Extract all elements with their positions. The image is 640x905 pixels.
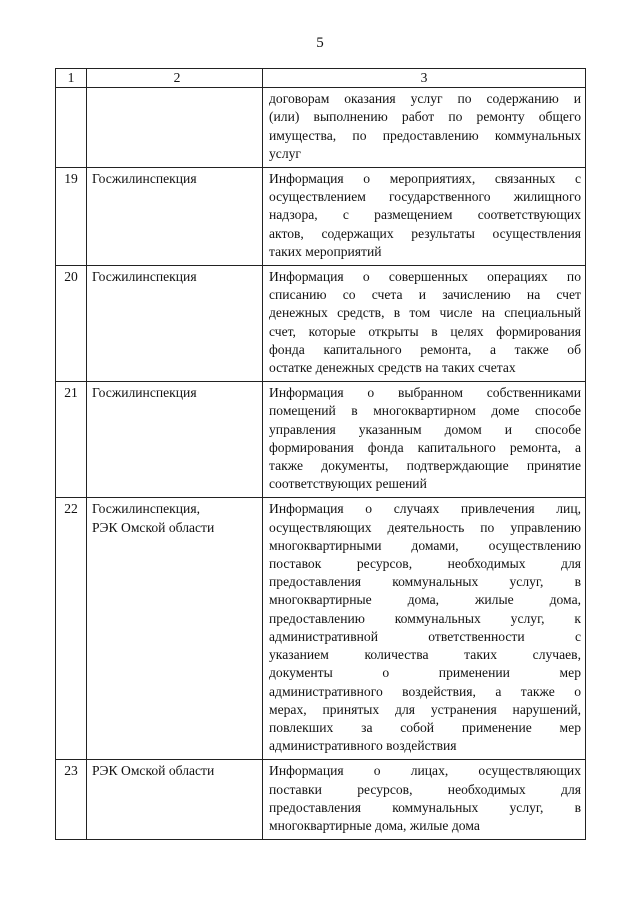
table-row	[56, 760, 586, 840]
organization-line: Госжилинспекция	[92, 171, 197, 187]
information-line: счет, которые открыты в целях формирования	[269, 323, 581, 339]
information-line: списанию со счета и зачислению на счет	[269, 287, 581, 303]
row-organization	[87, 266, 263, 382]
row-number: 23	[56, 760, 87, 840]
row-organization	[87, 382, 263, 498]
information-line: поставки ресурсов, необходимых для	[269, 781, 581, 797]
row-number: 19	[56, 168, 87, 266]
information-line: указанием количества таких случаев,	[269, 647, 581, 663]
information-line: предоставления коммунальных услуг, в	[269, 574, 581, 590]
row-information	[263, 266, 586, 382]
row-number	[56, 88, 87, 168]
information-line: мерах, принятых для устранения нарушений,	[269, 701, 581, 717]
row-information	[263, 498, 586, 760]
table-row	[56, 498, 586, 760]
information-line: многоквартирные дома, жилые дома	[269, 817, 480, 833]
row-organization	[87, 168, 263, 266]
information-line: многоквартирные дома, жилые дома,	[269, 592, 581, 608]
organization-line: РЭК Омской области	[92, 763, 215, 779]
header-col-1: 1	[56, 69, 87, 88]
information-line: договорам оказания услуг по содержанию и	[269, 91, 581, 107]
information-line: надзора, с размещением соответствующих	[269, 207, 581, 223]
row-number: 21	[56, 382, 87, 498]
organization-line: Госжилинспекция,	[92, 501, 200, 517]
information-line: имущества, по предоставлению коммунальных	[269, 127, 581, 143]
information-line: административного воздействия, а также о	[269, 683, 581, 699]
information-line: осуществлением государственного жилищного	[269, 189, 581, 205]
information-line: предоставлению коммунальных услуг, к	[269, 610, 581, 626]
row-information	[263, 168, 586, 266]
information-line: Информация о выбранном собственниками	[269, 385, 581, 401]
header-col-2: 2	[87, 69, 263, 88]
information-line: денежных средств, в том числе на специальный	[269, 305, 581, 321]
row-information	[263, 760, 586, 840]
information-line: соответствующих решений	[269, 476, 427, 492]
information-line: Информация о случаях привлечения лиц,	[269, 501, 581, 517]
information-line: помещений в многоквартирном доме способе	[269, 403, 581, 419]
information-line: таких мероприятий	[269, 243, 382, 259]
document-table	[55, 68, 586, 840]
row-information	[263, 382, 586, 498]
row-number: 20	[56, 266, 87, 382]
table-row	[56, 168, 586, 266]
information-line: административного воздействия	[269, 738, 457, 754]
table-row	[56, 382, 586, 498]
information-line: многоквартирными домами, осуществлению	[269, 537, 581, 553]
header-col-3: 3	[263, 69, 586, 88]
information-line: услуг	[269, 145, 301, 161]
information-line: повлекших за собой применение мер	[269, 719, 581, 735]
information-line: актов, содержащих результаты осуществления	[269, 225, 581, 241]
information-line: управления указанным домом и способе	[269, 421, 581, 437]
information-line: административной ответственности с	[269, 628, 581, 644]
table-row	[56, 88, 586, 168]
organization-line: Госжилинспекция	[92, 269, 197, 285]
information-line: (или) выполнению работ по ремонту общего	[269, 109, 581, 125]
organization-line: Госжилинспекция	[92, 385, 197, 401]
row-organization	[87, 498, 263, 760]
row-information	[263, 88, 586, 168]
information-line: поставок ресурсов, необходимых для	[269, 556, 581, 572]
information-line: осуществляющих деятельность по управлению	[269, 519, 581, 535]
information-line: Информация о лицах, осуществляющих	[269, 763, 581, 779]
information-line: Информация о совершенных операциях по	[269, 269, 581, 285]
information-line: Информация о мероприятиях, связанных с	[269, 171, 581, 187]
information-line: предоставления коммунальных услуг, в	[269, 799, 581, 815]
table-header-row	[56, 69, 586, 88]
organization-line: РЭК Омской области	[92, 519, 215, 535]
page-number: 5	[316, 35, 324, 51]
row-organization	[87, 760, 263, 840]
table-row	[56, 266, 586, 382]
information-line: фонда капитального ремонта, а также об	[269, 341, 581, 357]
table-body	[56, 88, 586, 840]
information-line: документы о применении мер	[269, 665, 581, 681]
information-line: остатке денежных средств на таких счетах	[269, 360, 516, 376]
row-organization	[87, 88, 263, 168]
information-line: формирования фонда капитального ремонта, а	[269, 439, 581, 455]
information-line: также документы, подтверждающие принятие	[269, 458, 581, 474]
row-number: 22	[56, 498, 87, 760]
